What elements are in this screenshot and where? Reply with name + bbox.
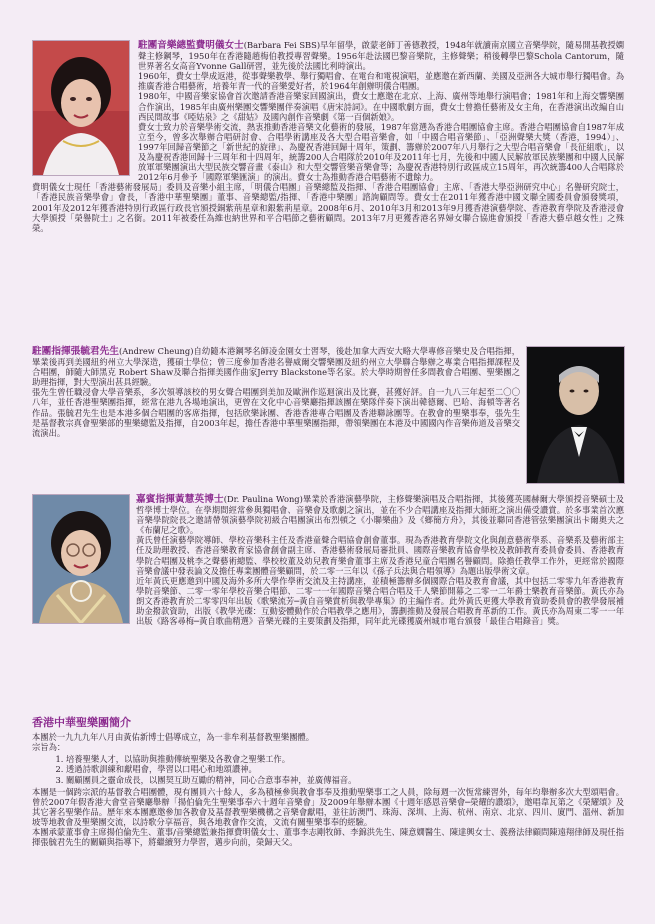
andrew-cheung-name: 駐團指揮張毓君先生 <box>32 346 120 357</box>
society-aim-item: 2. 透過詩歌訓練和獻唱會，學習以口唱心和地頌讚神。 <box>66 764 624 774</box>
society-aim-item: 3. 關顧團員之靈命成長，以團契互助互勵的精神，同心合意事奉神，並廣傳福音。 <box>66 775 624 785</box>
barbara-fei-name: 駐團音樂總監費明儀女士 <box>138 40 244 51</box>
society-aims-label: 宗旨為： <box>32 742 66 753</box>
andrew-cheung-english-name: (Andrew Cheung) <box>119 346 194 356</box>
paulina-wong-bio-1: 畢業於香港演藝學院，主修聲樂演唱及合唱指揮，其後獲英國赫爾大學頒授音樂碩士及哲學博士學位。在學期間經常參與獨唱會、音樂會及歌劇之演出，並在不少合唱講座及指揮大師班之演出備受讚賞。於多事業首次應音樂學院院長之邀請帶領演藝學院初級合唱團演出布烈頓之《小聯樂曲》及《鄉簡方舟》，其後並聯同香港管弦樂團演出卡爾奧夫之《布蘭尼之歌》。 <box>136 494 624 536</box>
society-acknowledgement-text: 本團承蒙董事會主席揚伯倫先生、董事/音樂總監兼指揮費明儀女士、董事李志剛牧師、李錦洪先生、陳意嫺醫生、陳達興女士、義務法律顧問陳遠翔律師及現任指揮張毓君先生的關顧與指導下，將繼續努力學習，邁步向前，榮歸天父。 <box>32 827 624 848</box>
society-history-text: 本團是一個跨宗派的基督教合唱團體，現有團員六十餘人，多為積極參與教會事奉及推動聖樂事工之人員，除每週一次恆常練習外，每年均舉辦多次大型頌唱會。曾於2007年假香港大會堂音樂廳舉辦「揚伯倫先生聖樂事奉六十週年音樂會」及2009年舉辦本團《十週年感恩音樂會─榮耀的讚頌》，邀唱韋瓦第之《榮耀頌》及其它著名聖樂作品。歷年來本團應邀參加各教會及基督教聖樂機構之音樂會獻唱，並往訪澳門、珠海、深圳、上海、杭州、南京、北京、四川、廈門、溫州、新加坡等地教會及聖樂團交流，以詩歌分享福音，與各地教會作交流，文流有關聖樂事奉的經驗。 <box>32 786 624 828</box>
barbara-fei-english-name: (Barbara Fei SBS) <box>243 40 321 50</box>
barbara-fei-bio-5: 費明儀女士現任「香港藝術發展局」委員及音樂小組主席，「明儀合唱團」音樂總監及指揮、「香港合唱團協會」主席、「香港大學亞洲研究中心」名譽研究院士，「香港民族音樂學會」會長，「香港中華聖樂團」董事、音樂總監/指揮、「香港中樂團」諮詢顧問等。費女士在2011年獲香港中國文聯全國委員會頒發獎項，2001年及2012年獲香港特別行政區行政長官頒授銅紫荊星章和銀紫荊星章。2008年6月、2010年3月和2013年9月獲香港演藝學院、香港教育學院及香港浸會大學頒授「榮譽院士」之名銜。2011年被委任為維也納世界和平合唱節之藝術顧問。2013年7月更獲香港名界婦女聯合協進會頒授「香港大藝卓越女性」之殊榮。 <box>32 182 624 233</box>
andrew-cheung-bio-2: 張先生曾任職浸會大學音樂系，多次領導該校的男女聲合唱團到美加及歐洲作巡迴演出及比賽，甚獲好評。自一九八三年起至二〇〇八年，並任香港聖樂團指揮，經常在港九各場地演出，更曾在文化中心音樂廳指揮該團在樂隊伴奏下演出韓德爾、巴哈、海頓等著名作品。張毓君先生也是本港多個合唱團的客席指揮，包括欣樂詠團、香港香港專合唱團及香港聯詠團等。在教會的聖樂事奉，張先生是基督教宗真會聖樂部的聖樂總監及指揮，自2003年起，擔任香港中華聖樂團指揮，帶領樂團在本港及中國國內作音樂佈道及音樂交流演出。 <box>32 387 520 438</box>
society-aims-list <box>32 754 624 785</box>
section-society-intro <box>32 714 624 847</box>
barbara-fei-bio-1: 早年留學，啟蒙老師丁善德教授，1948年就讀南京國立音樂學院，隨易開基教授嫻聲主修鋼琴，1950年在香港隨趙梅伯教授專習聲樂。1956年赴法國巴黎音樂院，主修聲樂；稍後轉學巴黎Schola Cantorum，隨世界著名女高音Yvonne Gall研習，並先後於法國比利時演出。 <box>138 40 625 72</box>
society-intro-text: 本團於一九九九年八月由黃佑新博士倡導成立，為一非牟利基督教聖樂團體。 <box>32 732 315 742</box>
barbara-fei-bio-2: 1960年，費女士學成返港，從事聲樂教學、舉行獨唱會、在電台和電視演唱，並應邀在新西蘭、美國及亞洲各大城市舉行獨唱會。為推廣香港合唱藝術，培養年青一代的音樂愛好者，於1964年創辦明儀合唱團。 <box>138 71 624 92</box>
paulina-wong-bio-3: 近年黃氏更應邀到中國及海外多所大學作學術交流及主持講座，並積極籌辦多個國際合唱及教育會議，其中包括二零零九年香港教育學院音樂節、二零一零年學校音樂合唱節、二零一一年國際音樂合唱合唱及千人樂節開幕之二零一二年爵士樂教育音樂節。黃氏亦為朗文香港教育於二零零四年出版《歌樂流芳─黃自音樂賞析與教學專集》的主編作者。此外黃氏更獲大學教育資助委員會的教學發展補助金撥款資助，出版《教學光碟：互動姿體動作於合唱教學之應用》，籌劃推動及發展合唱教育革新的工作。黃氏亦為周東二零一一年出版《路客尋梅─黃自歌曲精選》音樂光碟的主要策劃及指揮，同年此光碟獲廣州城市電台頒發「最佳合唱錄音」獎。 <box>136 575 624 627</box>
section-barbara-fei <box>32 40 624 233</box>
paulina-wong-english-name: (Dr. Paulina Wong) <box>223 494 303 504</box>
barbara-fei-bio-3: 1980年，中國音樂家協會首次邀請香港音樂家回國演出，費女士應邀在北京、上海、廣州等地舉行演唱會；1981年和上海交響樂團合作演出，1985年由廣州樂團交響樂團伴奏演唱《唐宋詩詞》。在中國歌劇方面，費女士曾擔任藝術及女主角，在香港演出改編自山西民間故事《啞姑泉》之《甜姑》及國內創作音樂劇《第一百個新娘》。 <box>138 91 624 122</box>
paulina-wong-name: 嘉賓指揮黃慧英博士 <box>136 494 224 505</box>
andrew-cheung-bio-1: 自幼隨本港鋼琴名師凌金園女士習琴，後赴加拿大西安大略大學專修音樂史及合唱指揮，畢業後再到美國紐約州立大學深造，獲碩士學位；曾三度參加香港名譽威爾交響樂團及紐約州立大學聯合舉辦之專業合唱指揮課程及合唱團，師隨大師黑克 Robert Shaw及聯合指揮美國作曲家Jerry Blackstone等名家。於大學時期曾任多間教會合唱團、聖樂團之助理指揮，對大型演出甚具經驗。 <box>32 346 520 388</box>
society-intro-title: 香港中華聖樂團簡介 <box>32 716 131 729</box>
paulina-wong-bio-2: 黃氏曾任演藝學院導師、學校音樂科主任及香港童聲合唱協會創會董事。現為香港教育學院文化與創意藝術學系、音樂系及藝術部主任及助理教授、香港音樂教育家協會創會副主席、香港藝術發展局審批員、國際音樂教育協會學校及教師教育委員會委員、香港教育學院合唱團及桃李之聲藝術總監、學校校董及幼兒教育樂會董事主席及香港兒童合唱團名譽顧問。除擔任教學工作外，更經常於國際音樂會議中發表論文及擔任專業團體音樂顧問，於二零一三年以《孫子兵法與合唱領導》為題出版學術文章。 <box>136 535 624 576</box>
section-andrew-cheung <box>32 346 624 482</box>
society-aim-item: 1. 培養聖樂人才，以協助與推動傳統聖樂及各教會之聖樂工作。 <box>66 754 624 764</box>
barbara-fei-bio-4: 費女士致力於音樂學術交流，熱衷推動香港音樂文化藝術的發展，1987年當選為香港合唱團協會主席。香港合唱團協會自1987年成立至今，曾多次舉辦合唱研討會、合唱學術講座及各大型合唱音樂會，如「中國合唱音樂節」、「亞洲聲樂大獎（香港，1994）」、1997年回歸音樂節之「新世紀的旋律」、為慶祝香港回歸十周年，策劃、籌辦於2007年八月舉行之大型合唱音樂會「長征組歌」，以及為慶祝香港回歸十三周年和十四周年，統籌200人合唱隊於2010年及2011年七月，先後和中國人民解放軍民族樂團和中國人民解放軍軍樂團演出大型民族交響音畫《泰山》和大型交響管樂音樂會等；為慶祝香港特別行政區成立15周年，再次統籌400人合唱隊於2012年6月參予「國際軍樂匯演」的演出。費女士為推動香港合唱藝術不遺餘力。 <box>138 121 624 183</box>
section-paulina-wong <box>32 494 624 626</box>
